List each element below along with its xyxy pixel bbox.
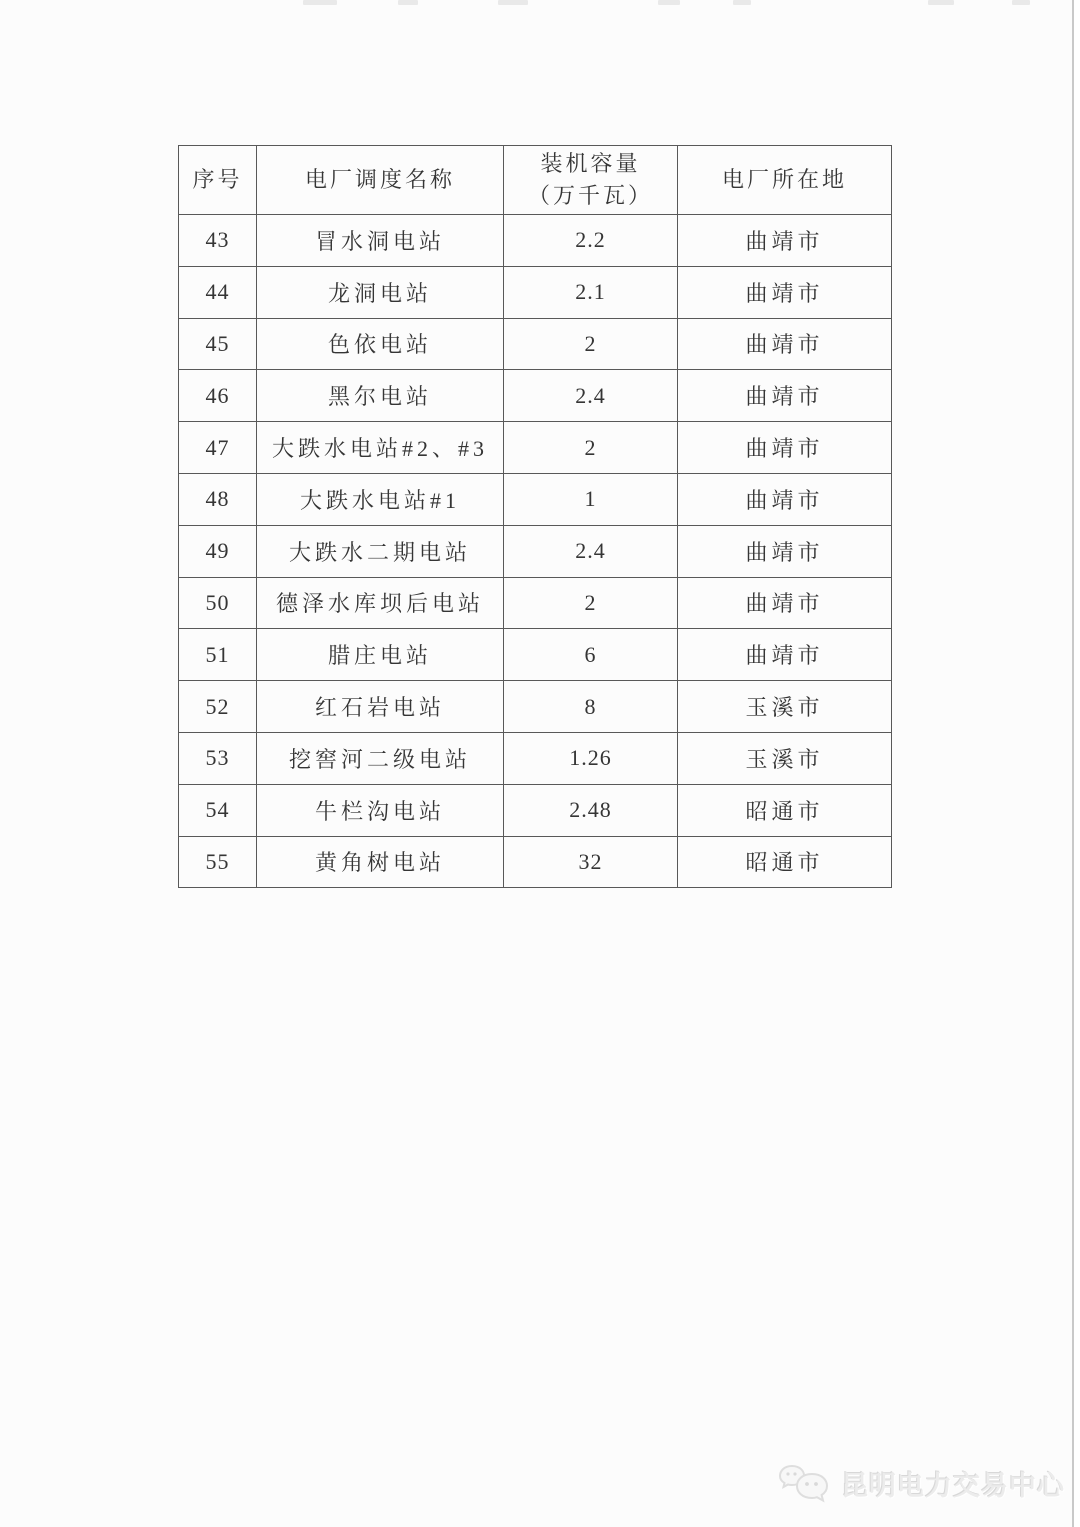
cell-capacity: 2 bbox=[504, 318, 678, 370]
col-header-location: 电厂所在地 bbox=[678, 146, 892, 215]
col-header-capacity-line2: （万千瓦） bbox=[527, 183, 653, 208]
table-row bbox=[179, 836, 892, 888]
cell-capacity: 6 bbox=[504, 629, 678, 681]
table-row bbox=[179, 681, 892, 733]
table-row bbox=[179, 266, 892, 318]
cell-plant-name: 腊庄电站 bbox=[257, 629, 504, 681]
table-row bbox=[179, 525, 892, 577]
cell-index: 45 bbox=[179, 318, 257, 370]
cell-plant-name: 冒水洞电站 bbox=[257, 215, 504, 267]
cell-plant-name: 黑尔电站 bbox=[257, 370, 504, 422]
cell-capacity: 2 bbox=[504, 577, 678, 629]
table-row bbox=[179, 370, 892, 422]
cell-plant-name: 黄角树电站 bbox=[257, 836, 504, 888]
cell-plant-name: 牛栏沟电站 bbox=[257, 784, 504, 836]
cell-index: 54 bbox=[179, 784, 257, 836]
scan-artifact bbox=[928, 0, 954, 5]
col-header-capacity bbox=[504, 146, 678, 215]
cell-plant-name: 龙洞电站 bbox=[257, 266, 504, 318]
wechat-logo-icon bbox=[778, 1462, 832, 1504]
cell-index: 49 bbox=[179, 525, 257, 577]
col-header-capacity-line1: 装机容量 bbox=[540, 151, 641, 177]
table-row bbox=[179, 629, 892, 681]
cell-capacity: 2.48 bbox=[504, 784, 678, 836]
scan-artifact bbox=[498, 0, 528, 5]
cell-location: 曲靖市 bbox=[678, 525, 892, 577]
cell-location: 曲靖市 bbox=[678, 629, 892, 681]
cell-location: 曲靖市 bbox=[678, 215, 892, 267]
cell-plant-name: 红石岩电站 bbox=[257, 681, 504, 733]
cell-location: 曲靖市 bbox=[678, 266, 892, 318]
cell-index: 55 bbox=[179, 836, 257, 888]
cell-plant-name: 大跌水二期电站 bbox=[257, 525, 504, 577]
cell-location: 曲靖市 bbox=[678, 473, 892, 525]
cell-capacity: 2.4 bbox=[504, 370, 678, 422]
table-row bbox=[179, 577, 892, 629]
cell-plant-name: 大跌水电站#2、#3 bbox=[257, 422, 504, 474]
table-row bbox=[179, 215, 892, 267]
cell-index: 48 bbox=[179, 473, 257, 525]
cell-plant-name: 大跌水电站#1 bbox=[257, 473, 504, 525]
cell-capacity: 1.26 bbox=[504, 732, 678, 784]
cell-index: 46 bbox=[179, 370, 257, 422]
cell-capacity: 32 bbox=[504, 836, 678, 888]
page-edge-highlight bbox=[1074, 0, 1080, 1527]
watermark-text: 昆明电力交易中心 bbox=[841, 1470, 1065, 1501]
cell-capacity: 2.4 bbox=[504, 525, 678, 577]
scan-artifact bbox=[303, 0, 337, 5]
scan-artifact bbox=[658, 0, 680, 5]
cell-index: 51 bbox=[179, 629, 257, 681]
cell-location: 玉溪市 bbox=[678, 732, 892, 784]
cell-capacity: 8 bbox=[504, 681, 678, 733]
cell-plant-name: 德泽水库坝后电站 bbox=[257, 577, 504, 629]
cell-index: 50 bbox=[179, 577, 257, 629]
table-row bbox=[179, 422, 892, 474]
table-header-row bbox=[179, 146, 892, 215]
scan-artifact bbox=[1012, 0, 1030, 5]
cell-capacity: 2.2 bbox=[504, 215, 678, 267]
cell-location: 曲靖市 bbox=[678, 577, 892, 629]
table-row bbox=[179, 318, 892, 370]
power-plant-table bbox=[178, 145, 892, 888]
cell-location: 曲靖市 bbox=[678, 318, 892, 370]
cell-plant-name: 色依电站 bbox=[257, 318, 504, 370]
col-header-index: 序号 bbox=[179, 146, 257, 215]
table-row bbox=[179, 732, 892, 784]
cell-capacity: 1 bbox=[504, 473, 678, 525]
cell-capacity: 2 bbox=[504, 422, 678, 474]
table-row bbox=[179, 473, 892, 525]
cell-index: 43 bbox=[179, 215, 257, 267]
cell-location: 昭通市 bbox=[678, 836, 892, 888]
scan-artifact bbox=[398, 0, 418, 5]
cell-location: 曲靖市 bbox=[678, 422, 892, 474]
table-row bbox=[179, 784, 892, 836]
cell-index: 47 bbox=[179, 422, 257, 474]
cell-location: 玉溪市 bbox=[678, 681, 892, 733]
watermark bbox=[778, 1462, 1065, 1504]
cell-index: 52 bbox=[179, 681, 257, 733]
cell-plant-name: 挖窖河二级电站 bbox=[257, 732, 504, 784]
cell-location: 曲靖市 bbox=[678, 370, 892, 422]
cell-location: 昭通市 bbox=[678, 784, 892, 836]
scan-artifact bbox=[733, 0, 751, 5]
cell-index: 53 bbox=[179, 732, 257, 784]
cell-capacity: 2.1 bbox=[504, 266, 678, 318]
cell-index: 44 bbox=[179, 266, 257, 318]
col-header-name: 电厂调度名称 bbox=[257, 146, 504, 215]
